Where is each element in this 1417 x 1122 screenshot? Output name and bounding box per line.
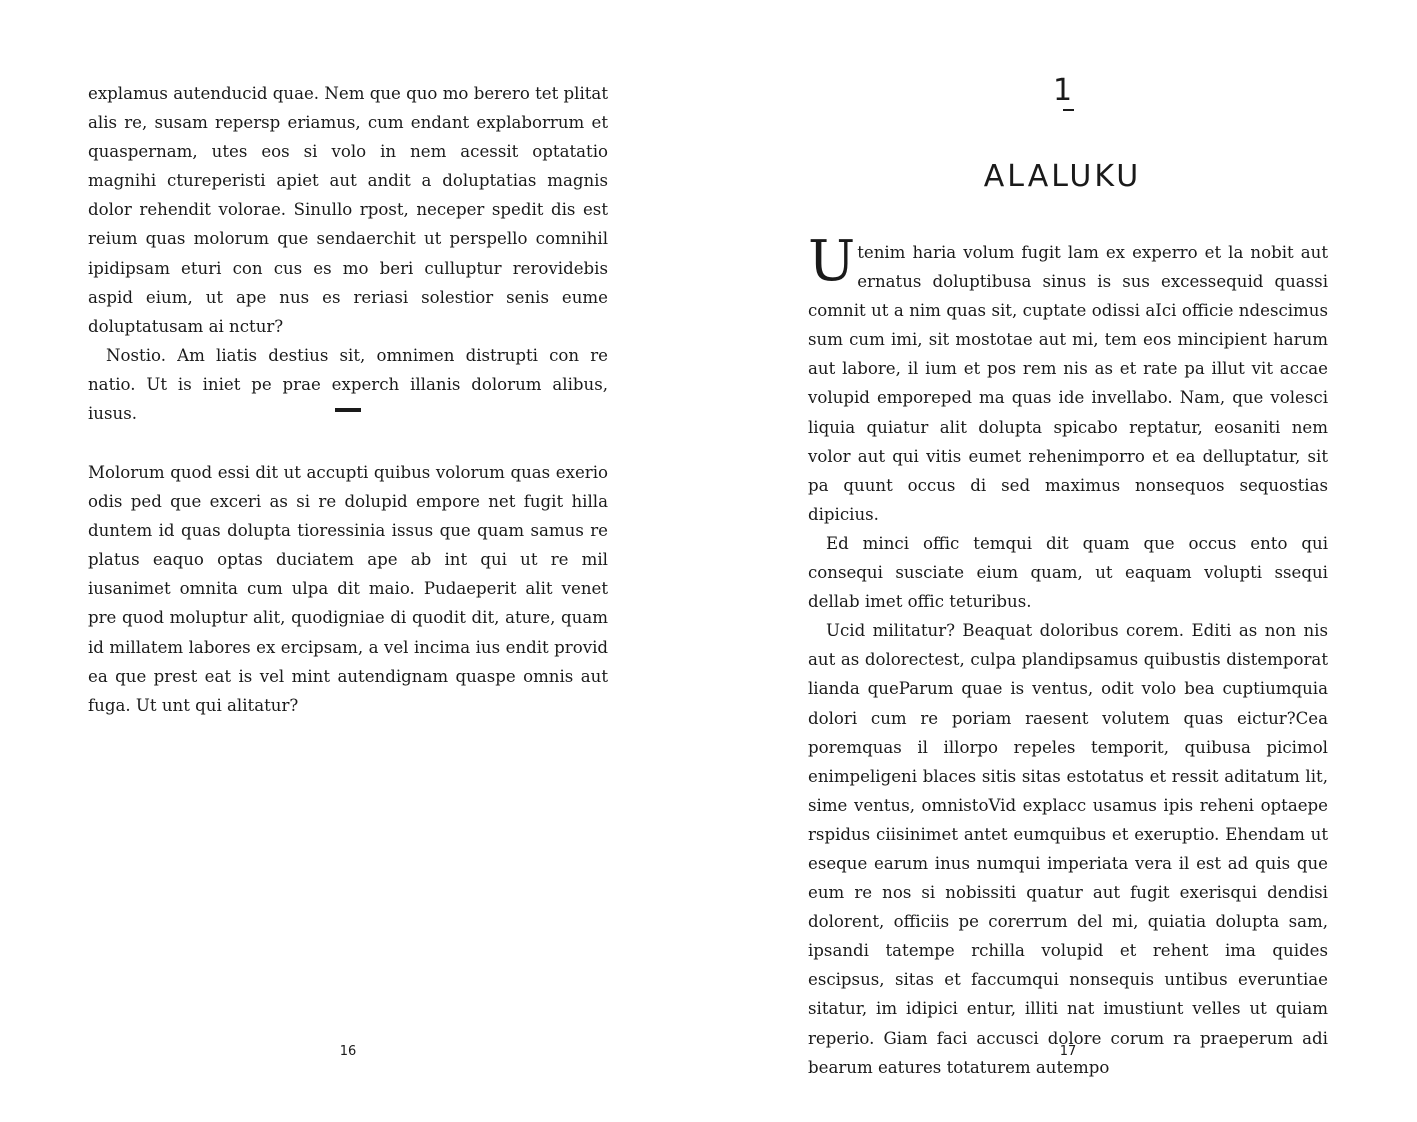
section-break-ornament (335, 408, 361, 412)
chapter-number-underline (1063, 109, 1074, 111)
paragraph: explamus autenducid quae. Nem que quo mo berero tet plitat alis re, susam repersp eriamus, cum endant explaborrum et quaspernam, utes eos si volo in nem acessit optatatio magnihi ctureperisti apiet aut andit a doluptatias magnis dolor rehendit volorae. Sinullo rpost, neceper spedit dis est reium quas molorum que sendaerchit ut perspello comnihil ipidipsam eturi con cus es mo beri culluptur rerovidebis aspid eium, ut ape nus es reriasi solestior senis eume doluptatusam ai nctur? (88, 84, 608, 336)
left-text-block-top (88, 79, 608, 428)
chapter-number: 1 (1052, 73, 1073, 108)
drop-cap: U (808, 229, 856, 294)
first-paragraph-text: tenim haria volum fugit lam ex experro et la nobit aut ernatus doluptibusa sinus is sus excessequid quassi comnit ut a nim quas sit, cuptate odissi aIci officie ndescimus sum cum imi, sit mostotae aut mi, tem eos mincipient harum aut labore, il ium et pos rem nis as et rate pa illut vit accae volupid emporeped ma quas ide invellabo. Nam, que volesci liquia quiatur alit dolupta spicabo reptatur, eosaniti nem volor aut qui vitis eumet rehenimporro et ea delluptatur, sit pa quunt occus di sed maximus nonsequos sequostias dipicius. (808, 243, 1328, 524)
paragraph: Ed minci offic temqui dit quam que occus ento qui consequi susciate eium quam, ut eaquam volupti ssequi dellab imet offic teturibus. (808, 533, 1328, 612)
paragraph: Ucid militatur? Beaquat doloribus corem. Editi as non nis aut as dolorectest, culpa plandipsamus quibustis distemporat lianda queParum quae is ventus, odit volo bea cuptiumquia dolori cum re poriam raesent volutem quas eictur?Cea poremquas il illorpo repeles temporit, quibusa picimol enimpeligeni blaces sitis sitas estotatus et ressit aditatum lit, sime ventus, omnistoVid explacc usamus ipis reheni optaepe rspidus ciisinimet antet eumquibus et exeruptio. Ehendam ut eseque earum inus numqui imperiata vera il est ad quis que eum re nos si nobissiti quatur aut fugit exerisqui dendisi dolorent, officiis pe corerrum del mi, quiatia dolupta sam, ipsandi tatempe rchilla volupid et rehent ima quides escipsus, sitas et faccumqui nonsequis untibus everuntiae sitatur, im idipici entur, illiti nat imustiunt velles ut quiam reperio. Giam faci accusci dolore corum ra praeperum adi bearum eatures totaturem autempo (808, 621, 1328, 1077)
chapter-title: ALALUKU (983, 159, 1142, 194)
first-paragraph (808, 229, 1328, 529)
paragraph: Molorum quod essi dit ut accupti quibus volorum quas exerio odis ped que exceri as si re dolupid empore net fugit hilla duntem id quas dolupta tioressinia issus que quam samus re platus eaquo optas duciatem ape ab int qui ut re mil iusanimet omnita cum ulpa dit maio. Pudaeperit alit venet pre quod moluptur alit, quodigniae di quodit dit, ature, quam id millatem labores ex ercipsam, a vel incima ius endit provid ea que prest eat is vel mint autendignam quaspe omnis aut fuga. Ut unt qui alitatur? (88, 463, 608, 715)
left-page (0, 0, 708, 1122)
page-number: 16 (339, 1044, 357, 1059)
page-number: 17 (1059, 1044, 1077, 1059)
right-page (708, 0, 1417, 1122)
chapter-body (808, 229, 1328, 1082)
left-text-block-bottom (88, 458, 608, 720)
paragraph: Nostio. Am liatis destius sit, omnimen distrupti con re natio. Ut is iniet pe prae experch illanis dolorum alibus, iusus. (88, 345, 608, 424)
